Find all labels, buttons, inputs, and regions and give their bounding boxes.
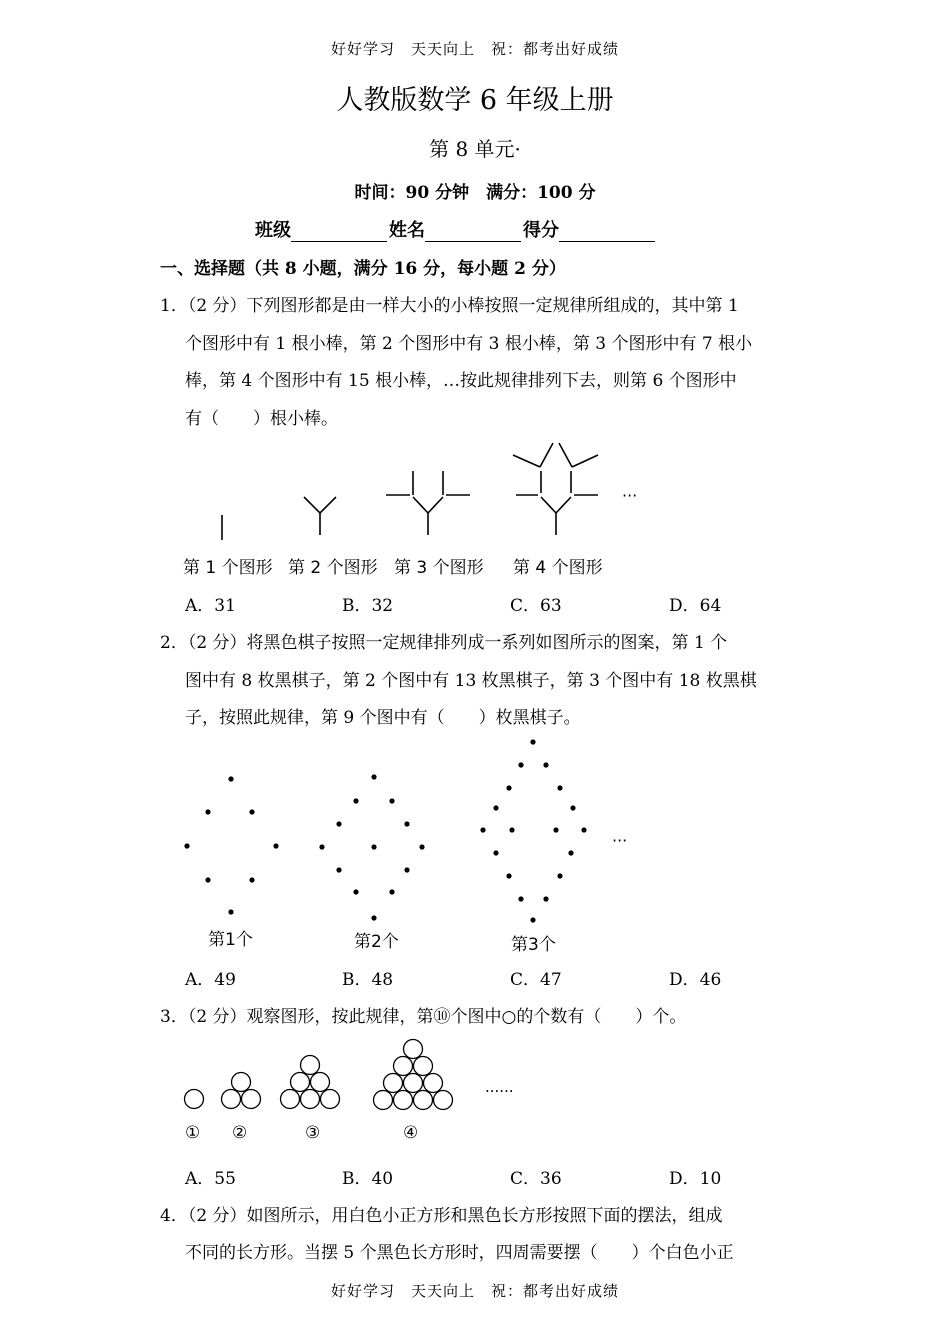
class-blank [291, 223, 387, 242]
option-a[interactable]: A．31 [185, 596, 236, 616]
q3-line: 3．（2 分）观察图形，按此规律，第⑩个图中○的个数有（ ）个。 [160, 1007, 687, 1027]
triangle-4-circles [374, 1040, 453, 1110]
option-b[interactable]: B．40 [342, 1169, 394, 1189]
q1-line: 1．（2 分）下列图形都是由一样大小的小棒按照一定规律所组成的，其中第 1 [160, 296, 739, 316]
score-blank [559, 223, 655, 242]
q2-line: 子，按照此规律，第 9 个图中有（ ）枚黑棋子。 [185, 708, 581, 728]
triangle-2-circles [222, 1073, 261, 1109]
fig4-sticks [513, 443, 598, 535]
q3-caption: ③ [305, 1123, 321, 1143]
name-label: 姓名 [389, 220, 425, 241]
option-d[interactable]: D．64 [669, 596, 722, 616]
q1-line: 有（ ）根小棒。 [185, 409, 338, 429]
q2-caption: 第3个 [511, 935, 556, 955]
circle-triangles [175, 1035, 535, 1115]
q2-caption: 第2个 [354, 932, 399, 952]
option-d[interactable]: D．10 [669, 1169, 722, 1189]
option-c[interactable]: C．63 [510, 596, 562, 616]
fig2-sticks [304, 497, 336, 535]
q1-line: 棒，第 4 个图形中有 15 根小棒，…按此规律排列下去，则第 6 个图形中 [185, 371, 737, 391]
q2-ellipsis: ··· [612, 831, 628, 850]
option-b[interactable]: B．32 [342, 596, 394, 616]
q3-caption: ④ [403, 1123, 419, 1143]
q3-caption: ① [185, 1123, 201, 1143]
option-a[interactable]: A．49 [185, 970, 236, 990]
pattern-3-dots [480, 739, 586, 922]
option-c[interactable]: C．36 [510, 1169, 562, 1189]
name-blank [425, 223, 521, 242]
q2-line: 图中有 8 枚黑棋子，第 2 个图中有 13 枚黑棋子，第 3 个图中有 18 枚黑棋 [185, 671, 757, 691]
dot-patterns [170, 730, 650, 930]
q2-line: 2．（2 分）将黑色棋子按照一定规律排列成一系列如图所示的图案，第 1 个 [160, 633, 728, 653]
triangle-3-circles [281, 1056, 340, 1109]
q4-line: 不同的长方形。当摆 5 个黑色长方形时，四周需要摆（ ）个白色小正 [185, 1243, 734, 1263]
q4-line: 4．（2 分）如图所示，用白色小正方形和黑色长方形按照下面的摆法，组成 [160, 1206, 723, 1226]
q3-ellipsis: ...... [485, 1078, 514, 1096]
triangle-1-circles [185, 1090, 204, 1109]
student-info [255, 216, 657, 242]
q1-caption: 第 3 个图形 [394, 558, 484, 578]
pattern-1-dots [184, 776, 278, 914]
pattern-2-dots [319, 774, 424, 920]
page-footer: 好好学习 天天向上 祝：都考出好成绩 [330, 1282, 619, 1300]
page-header: 好好学习 天天向上 祝：都考出好成绩 [330, 40, 619, 58]
q3-caption: ② [232, 1123, 248, 1143]
class-label: 班级 [255, 220, 291, 241]
q1-caption: 第 4 个图形 [513, 558, 603, 578]
option-b[interactable]: B．48 [342, 970, 394, 990]
q1-caption: 第 1 个图形 [183, 558, 273, 578]
option-c[interactable]: C．47 [510, 970, 562, 990]
score-label: 得分 [523, 220, 559, 241]
q1-caption: 第 2 个图形 [288, 558, 378, 578]
page-title: 人教版数学 6 年级上册 [336, 85, 614, 116]
time-score: 时间：90 分钟 满分：100 分 [354, 183, 596, 203]
fig3-sticks [386, 471, 470, 535]
section-heading: 一、选择题（共 8 小题，满分 16 分，每小题 2 分） [160, 259, 566, 279]
option-d[interactable]: D．46 [669, 970, 722, 990]
q2-caption: 第1个 [208, 930, 253, 950]
stick-figures [170, 435, 670, 550]
option-a[interactable]: A．55 [185, 1169, 236, 1189]
q1-line: 个图形中有 1 根小棒，第 2 个图形中有 3 根小棒，第 3 个图形中有 7 根小 [185, 334, 753, 354]
unit-title: 第 8 单元· [429, 137, 521, 161]
q1-ellipsis: ··· [622, 486, 638, 505]
